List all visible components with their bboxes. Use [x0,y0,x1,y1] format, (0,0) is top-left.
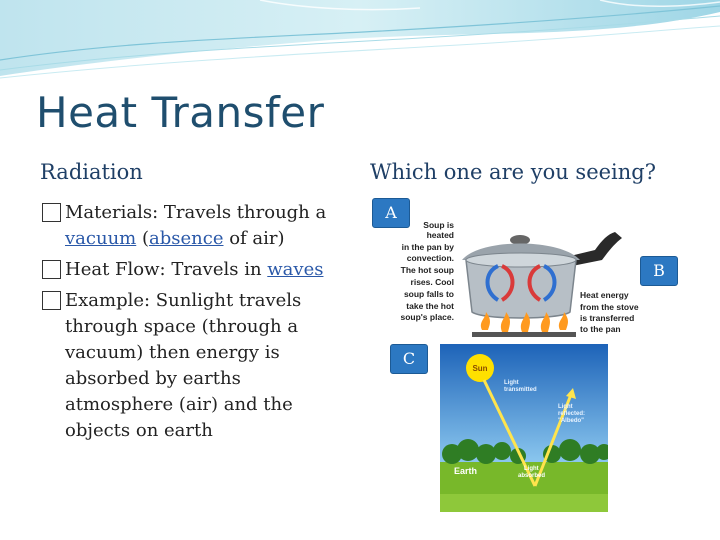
pan-note-line: Soup is [423,220,454,230]
bullet-heat-flow [42,257,342,283]
reflected-label: Light [558,404,573,410]
pan-note-line: take the hot [406,301,454,311]
bullet-example [42,288,342,444]
option-b-label: B [640,256,678,286]
transmitted-label: Light [504,380,519,386]
bullet-box-icon [42,291,61,310]
bullet-box-icon [42,203,61,222]
bullet-text: Materials: Travels through a [65,202,327,223]
bullet-list [42,200,342,449]
absorbed-label: Light [524,466,539,472]
bullet-text: Heat Flow: Travels in [65,259,268,280]
bullet-text: Example: Sunlight travels through space (through a vacuum) then energy is absorbed by earths atmosphere (air) and the objects on earth [65,290,302,441]
sunlight-albedo-figure [440,344,608,512]
absorbed-label: absorbed [518,473,546,479]
pan-note-line: heated [426,230,454,240]
option-c-label: C [390,344,428,374]
stove-note-line: to the pan [580,324,621,334]
right-heading: Which one are you seeing? [370,160,657,184]
pan-note-line: The hot soup [400,265,454,275]
pan-note-line: soup falls to [403,289,454,299]
reflected-label: "Albedo" [558,418,585,424]
pan-convection-figure [390,200,660,340]
stove-note-line: from the stove [580,302,639,312]
stove-note-line: is transferred [580,313,635,323]
option-a-label: A [372,198,410,228]
link-absence[interactable]: absence [149,228,224,249]
pan-note-line: in the pan by [401,242,454,252]
bullet-materials [42,200,342,252]
bullet-text: of air) [223,228,285,249]
pan-note-line: soup's place. [400,312,454,322]
pan-note-line: rises. Cool [410,277,454,287]
left-heading: Radiation [40,160,143,184]
link-waves[interactable]: waves [267,259,324,280]
link-vacuum[interactable]: vacuum [65,228,137,249]
wave-header-decoration [0,0,720,90]
bullet-text: ( [136,228,149,249]
sun-label: Sun [472,364,488,373]
reflected-label: reflected: [558,411,586,417]
bullet-box-icon [42,260,61,279]
slide-title: Heat Transfer [36,88,325,137]
stove-note-line: Heat energy [580,290,629,300]
pan-note-line: convection. [406,253,454,263]
earth-label: Earth [454,466,478,476]
transmitted-label: transmitted [504,387,537,393]
